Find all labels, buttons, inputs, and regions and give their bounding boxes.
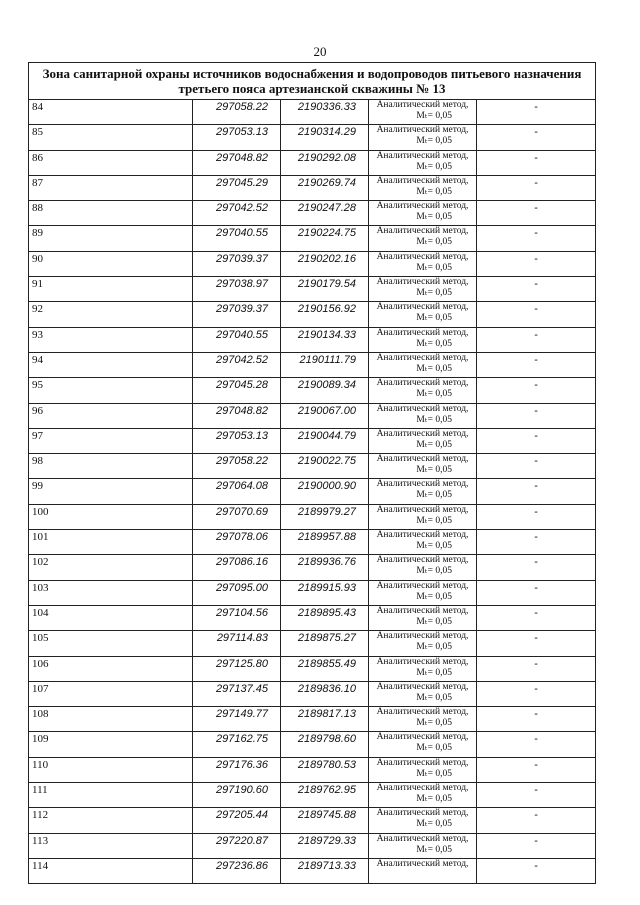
y-coordinate-cell: 2189915.93 [281,580,369,605]
x-coordinate-cell: 297040.55 [193,226,281,251]
accuracy-text: Mₜ= 0,05 [416,642,452,653]
y-coordinate-cell: 2190044.79 [281,428,369,453]
y-coordinate-cell: 2189817.13 [281,707,369,732]
x-coordinate-cell: 297039.37 [193,302,281,327]
method-text: Аналитический метод, [376,530,469,541]
method-cell [369,555,477,580]
table-row [29,201,596,226]
page-number: 20 [313,44,327,59]
method-text: Аналитический метод, [376,479,469,490]
y-coordinate-cell: 2189836.10 [281,681,369,706]
table-row [29,327,596,352]
accuracy-text: Mₜ= 0,05 [416,819,452,830]
x-coordinate-cell: 297086.16 [193,555,281,580]
y-coordinate-cell: 2190179.54 [281,277,369,302]
table-body [29,63,596,884]
point-number-cell: 88 [29,201,193,226]
accuracy-text: Mₜ= 0,05 [416,566,452,577]
table-title-row [29,63,596,100]
x-coordinate-cell: 297114.83 [193,631,281,656]
point-number-cell: 100 [29,504,193,529]
note-cell: - [477,403,596,428]
note-cell: - [477,150,596,175]
point-number-cell: 104 [29,605,193,630]
x-coordinate-cell: 297042.52 [193,352,281,377]
method-text: Аналитический метод, [376,732,469,743]
accuracy-text: Mₜ= 0,05 [416,212,452,223]
note-cell: - [477,378,596,403]
method-cell [369,656,477,681]
method-cell [369,403,477,428]
note-cell: - [477,428,596,453]
table-row [29,428,596,453]
point-number-cell: 103 [29,580,193,605]
point-number-cell: 86 [29,150,193,175]
point-number-cell: 85 [29,125,193,150]
table-row [29,530,596,555]
note-cell: - [477,681,596,706]
note-cell: - [477,251,596,276]
method-text: Аналитический метод, [376,555,469,566]
point-number-cell: 108 [29,707,193,732]
table-row [29,100,596,125]
method-text: Аналитический метод, [376,251,469,262]
note-cell: - [477,707,596,732]
table-row [29,707,596,732]
x-coordinate-cell: 297125.80 [193,656,281,681]
x-coordinate-cell: 297053.13 [193,125,281,150]
note-cell: - [477,631,596,656]
point-number-cell: 111 [29,783,193,808]
method-cell [369,428,477,453]
note-cell: - [477,100,596,125]
y-coordinate-cell: 2190292.08 [281,150,369,175]
table-row [29,251,596,276]
y-coordinate-cell: 2190247.28 [281,201,369,226]
point-number-cell: 98 [29,454,193,479]
method-text: Аналитический метод, [376,201,469,212]
y-coordinate-cell: 2189798.60 [281,732,369,757]
point-number-cell: 102 [29,555,193,580]
method-text: Аналитический метод, [376,858,469,869]
method-text: Аналитический метод, [376,428,469,439]
x-coordinate-cell: 297095.00 [193,580,281,605]
table-title-line2: третьего пояса артезианской скважины № 13 [178,81,446,96]
table-row [29,352,596,377]
method-cell [369,681,477,706]
table-row [29,150,596,175]
x-coordinate-cell: 297078.06 [193,530,281,555]
table-row [29,277,596,302]
accuracy-text: Mₜ= 0,05 [416,794,452,805]
x-coordinate-cell: 297104.56 [193,605,281,630]
method-cell [369,201,477,226]
accuracy-text: Mₜ= 0,05 [416,186,452,197]
y-coordinate-cell: 2189936.76 [281,555,369,580]
point-number-cell: 114 [29,858,193,883]
point-number-cell: 97 [29,428,193,453]
point-number-cell: 93 [29,327,193,352]
table-row [29,125,596,150]
method-cell [369,277,477,302]
y-coordinate-cell: 2190111.79 [281,352,369,377]
method-text: Аналитический метод, [376,631,469,642]
accuracy-text: Mₜ= 0,05 [416,591,452,602]
y-coordinate-cell: 2189979.27 [281,504,369,529]
method-text: Аналитический метод, [376,454,469,465]
accuracy-text: Mₜ= 0,05 [416,389,452,400]
method-text: Аналитический метод, [376,403,469,414]
note-cell: - [477,858,596,883]
x-coordinate-cell: 297176.36 [193,757,281,782]
y-coordinate-cell: 2190022.75 [281,454,369,479]
table-row [29,226,596,251]
accuracy-text: Mₜ= 0,05 [416,768,452,779]
table-row [29,732,596,757]
note-cell: - [477,732,596,757]
accuracy-text: Mₜ= 0,05 [416,338,452,349]
y-coordinate-cell: 2190000.90 [281,479,369,504]
method-cell [369,251,477,276]
table-row [29,858,596,883]
accuracy-text: Mₜ= 0,05 [416,136,452,147]
note-cell: - [477,327,596,352]
y-coordinate-cell: 2190336.33 [281,100,369,125]
accuracy-text: Mₜ= 0,05 [416,237,452,248]
x-coordinate-cell: 297048.82 [193,150,281,175]
method-cell [369,605,477,630]
y-coordinate-cell: 2189762.95 [281,783,369,808]
note-cell: - [477,479,596,504]
method-cell [369,504,477,529]
point-number-cell: 87 [29,175,193,200]
method-text: Аналитический метод, [376,707,469,718]
point-number-cell: 105 [29,631,193,656]
method-cell [369,858,477,883]
table-row [29,403,596,428]
x-coordinate-cell: 297162.75 [193,732,281,757]
y-coordinate-cell: 2189957.88 [281,530,369,555]
method-cell [369,479,477,504]
method-cell [369,783,477,808]
x-coordinate-cell: 297149.77 [193,707,281,732]
accuracy-text: Mₜ= 0,05 [416,718,452,729]
method-cell [369,833,477,858]
table-row [29,504,596,529]
method-text: Аналитический метод, [376,378,469,389]
point-number-cell: 92 [29,302,193,327]
y-coordinate-cell: 2189729.33 [281,833,369,858]
y-coordinate-cell: 2190089.34 [281,378,369,403]
y-coordinate-cell: 2190224.75 [281,226,369,251]
y-coordinate-cell: 2189713.33 [281,858,369,883]
note-cell: - [477,580,596,605]
method-text: Аналитический метод, [376,352,469,363]
note-cell: - [477,175,596,200]
method-text: Аналитический метод, [376,125,469,136]
method-text: Аналитический метод, [376,580,469,591]
point-number-cell: 107 [29,681,193,706]
note-cell: - [477,125,596,150]
method-cell [369,125,477,150]
method-text: Аналитический метод, [376,226,469,237]
method-text: Аналитический метод, [376,833,469,844]
accuracy-text: Mₜ= 0,05 [416,161,452,172]
method-text: Аналитический метод, [376,656,469,667]
accuracy-text: Mₜ= 0,05 [416,465,452,476]
x-coordinate-cell: 297137.45 [193,681,281,706]
note-cell: - [477,555,596,580]
y-coordinate-cell: 2190156.92 [281,302,369,327]
table-row [29,783,596,808]
note-cell: - [477,605,596,630]
note-cell: - [477,302,596,327]
x-coordinate-cell: 297040.55 [193,327,281,352]
x-coordinate-cell: 297190.60 [193,783,281,808]
method-text: Аналитический метод, [376,150,469,161]
accuracy-text: Mₜ= 0,05 [416,288,452,299]
note-cell: - [477,530,596,555]
x-coordinate-cell: 297045.28 [193,378,281,403]
point-number-cell: 96 [29,403,193,428]
method-cell [369,302,477,327]
x-coordinate-cell: 297205.44 [193,808,281,833]
x-coordinate-cell: 297220.87 [193,833,281,858]
point-number-cell: 90 [29,251,193,276]
method-text: Аналитический метод, [376,100,469,110]
table-row [29,175,596,200]
y-coordinate-cell: 2190202.16 [281,251,369,276]
x-coordinate-cell: 297038.97 [193,277,281,302]
point-number-cell: 112 [29,808,193,833]
note-cell: - [477,504,596,529]
table-row [29,555,596,580]
method-cell [369,707,477,732]
point-number-cell: 89 [29,226,193,251]
accuracy-text: Mₜ= 0,05 [416,313,452,324]
method-text: Аналитический метод, [376,175,469,186]
method-text: Аналитический метод, [376,681,469,692]
y-coordinate-cell: 2189780.53 [281,757,369,782]
note-cell: - [477,454,596,479]
y-coordinate-cell: 2189745.88 [281,808,369,833]
table-row [29,681,596,706]
note-cell: - [477,656,596,681]
note-cell: - [477,226,596,251]
accuracy-text: Mₜ= 0,05 [416,667,452,678]
note-cell: - [477,833,596,858]
accuracy-text: Mₜ= 0,05 [416,515,452,526]
method-cell [369,454,477,479]
x-coordinate-cell: 297070.69 [193,504,281,529]
x-coordinate-cell: 297064.08 [193,479,281,504]
y-coordinate-cell: 2189875.27 [281,631,369,656]
method-cell [369,757,477,782]
method-text: Аналитический метод, [376,808,469,819]
accuracy-text: Mₜ= 0,05 [416,692,452,703]
method-text: Аналитический метод, [376,327,469,338]
table-row [29,631,596,656]
table-row [29,808,596,833]
table-row [29,454,596,479]
y-coordinate-cell: 2189855.49 [281,656,369,681]
method-text: Аналитический метод, [376,302,469,313]
point-number-cell: 106 [29,656,193,681]
method-cell [369,327,477,352]
note-cell: - [477,201,596,226]
method-text: Аналитический метод, [376,504,469,515]
table-row [29,757,596,782]
method-cell [369,530,477,555]
method-text: Аналитический метод, [376,605,469,616]
table-row [29,656,596,681]
table-title-line1: Зона санитарной охраны источников водоснабжения и водопроводов питьевого назначения [42,66,582,81]
coordinates-table-container [28,62,595,884]
method-cell [369,732,477,757]
x-coordinate-cell: 297048.82 [193,403,281,428]
accuracy-text: Mₜ= 0,05 [416,262,452,273]
x-coordinate-cell: 297236.86 [193,858,281,883]
y-coordinate-cell: 2189895.43 [281,605,369,630]
note-cell: - [477,783,596,808]
method-cell [369,226,477,251]
point-number-cell: 94 [29,352,193,377]
method-cell [369,580,477,605]
note-cell: - [477,277,596,302]
accuracy-text: Mₜ= 0,05 [416,111,452,121]
accuracy-text: Mₜ= 0,05 [416,616,452,627]
method-cell [369,378,477,403]
method-cell [369,631,477,656]
point-number-cell: 84 [29,100,193,125]
table-row [29,302,596,327]
x-coordinate-cell: 297045.29 [193,175,281,200]
point-number-cell: 101 [29,530,193,555]
table-row [29,605,596,630]
method-cell [369,100,477,125]
point-number-cell: 91 [29,277,193,302]
method-cell [369,150,477,175]
x-coordinate-cell: 297053.13 [193,428,281,453]
accuracy-text: Mₜ= 0,05 [416,363,452,374]
point-number-cell: 113 [29,833,193,858]
point-number-cell: 109 [29,732,193,757]
note-cell: - [477,808,596,833]
accuracy-text: Mₜ= 0,05 [416,490,452,501]
method-text: Аналитический метод, [376,783,469,794]
accuracy-text: Mₜ= 0,05 [416,439,452,450]
accuracy-text: Mₜ= 0,05 [416,844,452,855]
note-cell: - [477,757,596,782]
table-row [29,580,596,605]
point-number-cell: 99 [29,479,193,504]
x-coordinate-cell: 297058.22 [193,100,281,125]
point-number-cell: 95 [29,378,193,403]
method-cell [369,352,477,377]
method-cell [369,808,477,833]
table-row [29,479,596,504]
coordinates-table [28,62,596,884]
point-number-cell: 110 [29,757,193,782]
method-cell [369,175,477,200]
table-row [29,378,596,403]
table-row [29,833,596,858]
y-coordinate-cell: 2190134.33 [281,327,369,352]
y-coordinate-cell: 2190314.29 [281,125,369,150]
note-cell: - [477,352,596,377]
x-coordinate-cell: 297058.22 [193,454,281,479]
accuracy-text: Mₜ= 0,05 [416,541,452,552]
method-text: Аналитический метод, [376,277,469,288]
method-text: Аналитический метод, [376,757,469,768]
x-coordinate-cell: 297039.37 [193,251,281,276]
accuracy-text: Mₜ= 0,05 [416,414,452,425]
y-coordinate-cell: 2190269.74 [281,175,369,200]
x-coordinate-cell: 297042.52 [193,201,281,226]
table-title [29,63,596,100]
y-coordinate-cell: 2190067.00 [281,403,369,428]
accuracy-text: Mₜ= 0,05 [416,743,452,754]
